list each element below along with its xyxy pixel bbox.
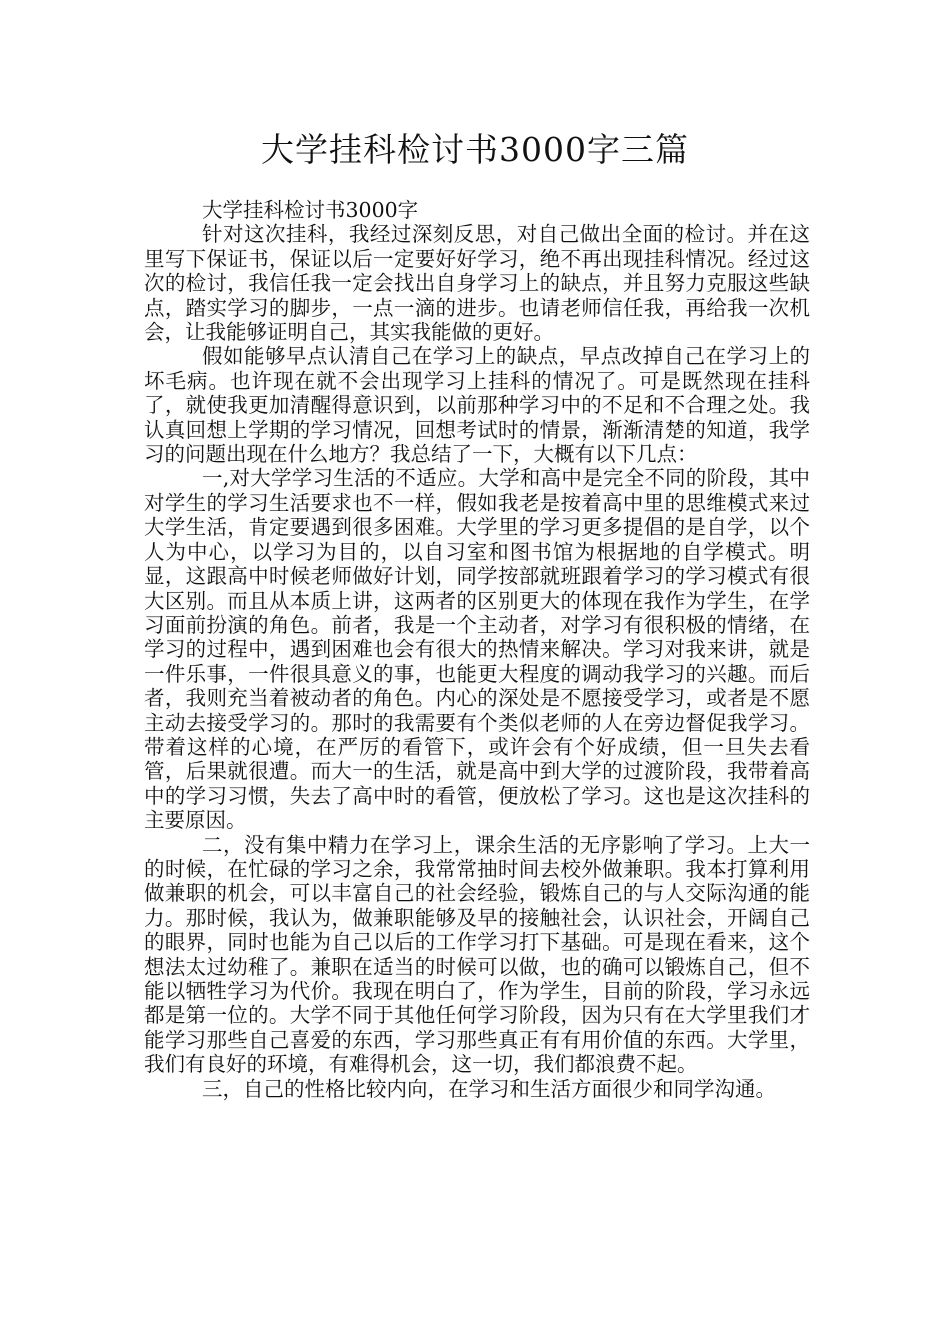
- paragraph-2: 假如能够早点认清自己在学习上的缺点，早点改掉自己在学习上的坏毛病。也许现在就不会出现学习上挂科的情况了。可是既然现在挂科了，就使我更加清醒得意识到，以前那种学习中的不足和不合理之处。我认真回想上学期的学习情况，回想考试时的情景，渐渐清楚的知道，我学习的问题出现在什么地方？我总结了一下，大概有以下几点：: [144, 344, 810, 467]
- paragraph-1: 针对这次挂科，我经过深刻反思，对自己做出全面的检讨。并在这里写下保证书，保证以后一定要好好学习，绝不再出现挂科情况。经过这次的检讨，我信任我一定会找出自身学习上的缺点，并且努力克服这些缺点，踏实学习的脚步，一点一滴的进步。也请老师信任我，再给我一次机会，让我能够证明自己，其实我能做的更好。: [144, 222, 810, 345]
- paragraph-5: 三，自己的性格比较内向，在学习和生活方面很少和同学沟通。: [202, 1076, 776, 1101]
- document-title: 大学挂科检讨书3000字三篇: [261, 130, 689, 169]
- document-subtitle: 大学挂科检讨书3000字: [202, 198, 419, 222]
- paragraph-3: 一,对大学学习生活的不适应。大学和高中是完全不同的阶段，其中对学生的学习生活要求也不一样，假如我老是按着高中里的思维模式来过大学生活，肯定要遇到很多困难。大学里的学习更多提倡的是自学，以个人为中心，以学习为目的，以自习室和图书馆为根据地的自学模式。明显，这跟高中时候老师做好计划，同学按部就班跟着学习的学习模式有很大区别。而且从本质上讲，这两者的区别更大的体现在我作为学生，在学习面前扮演的角色。前者，我是一个主动者，对学习有很积极的情绪，在学习的过程中，遇到困难也会有很大的热情来解决。学习对我来讲，就是一件乐事，一件很具意义的事，也能更大程度的调动我学习的兴趣。而后者，我则充当着被动者的角色。内心的深处是不愿接受学习，或者是不愿主动去接受学习的。那时的我需要有个类似老师的人在旁边督促我学习。带着这样的心境，在严厉的看管下，或许会有个好成绩，但一旦失去看管，后果就很遭。而大一的生活，就是高中到大学的过渡阶段，我带着高中的学习习惯，失去了高中时的看管，便放松了学习。这也是这次挂科的主要原因。: [144, 466, 810, 833]
- paragraph-4: 二，没有集中精力在学习上，课余生活的无序影响了学习。上大一的时候，在忙碌的学习之余，我常常抽时间去校外做兼职。我本打算利用做兼职的机会，可以丰富自己的社会经验，锻炼自己的与人交际沟通的能力。那时候，我认为，做兼职能够及早的接触社会，认识社会，开阔自己的眼界，同时也能为自己以后的工作学习打下基础。可是现在看来，这个想法太过幼稚了。兼职在适当的时候可以做，也的确可以锻炼自己，但不能以牺牲学习为代价。我现在明白了，作为学生，目前的阶段，学习永远都是第一位的。大学不同于其他任何学习阶段，因为只有在大学里我们才能学习那些自己喜爱的东西，学习那些真正有有用价值的东西。大学里，我们有良好的环境，有难得机会，这一切，我们都浪费不起。: [144, 832, 810, 1077]
- document-body: [144, 198, 810, 1101]
